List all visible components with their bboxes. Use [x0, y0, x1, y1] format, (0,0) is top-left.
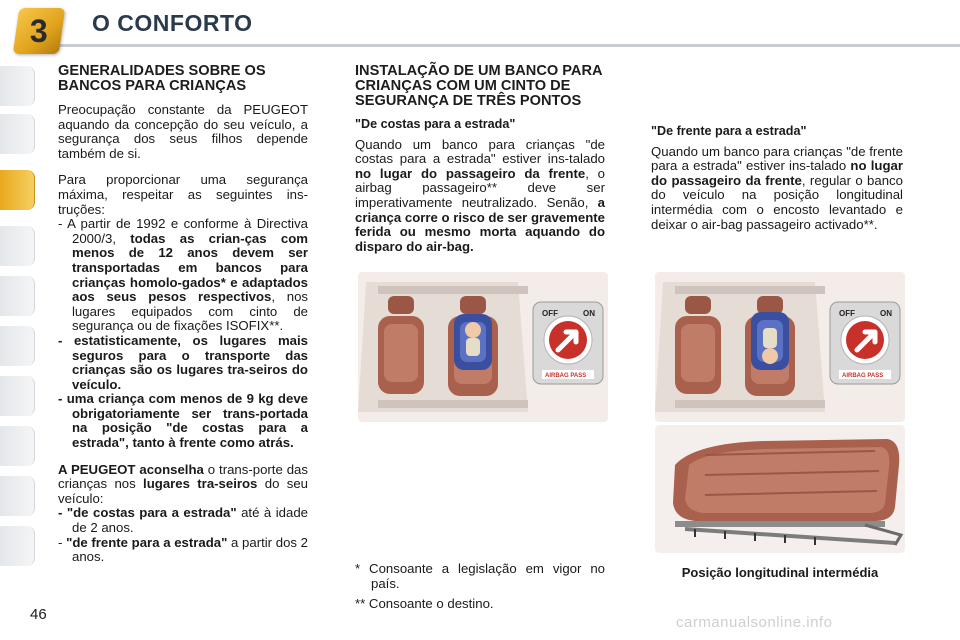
left-bullet-1-bold: todas as crian-ças com menos de 12 anos devem ser transportadas em bancos para crianças homolo-gados* e adaptados aos seus pesos respectivos — [72, 230, 308, 305]
middle-subheading: "De costas para a estrada" — [355, 117, 516, 131]
chapter-title: O CONFORTO — [92, 10, 253, 36]
left-bullet-2: - estatisticamente, os lugares mais seguros para o transporte das crianças são os lugares tra-seiros do veículo. — [58, 332, 308, 392]
left-intro: Preocupação constante da PEUGEOT aquando da concepção do seu veículo, a segurança dos seus filhos depende também de si. — [58, 102, 308, 161]
airbag-switch — [830, 302, 900, 384]
middle-heading: INSTALAÇÃO DE UM BANCO PARA CRIANÇAS COM UM CINTO DE SEGURANÇA DE TRÊS PONTOS — [355, 63, 603, 109]
page-number: 46 — [30, 606, 47, 623]
footnote-1: * Consoante a legislação em vigor no país. — [355, 561, 605, 591]
side-tab-3-active[interactable] — [0, 170, 35, 210]
right-text-1: Quando um banco para crianças "de frente para a estrada" estiver ins-talado — [651, 143, 903, 174]
middle-column — [355, 64, 605, 254]
chapter-badge — [13, 8, 65, 54]
side-tab-6[interactable] — [0, 326, 35, 366]
middle-text-2-bold: a criança corre o risco de ser gravemente ferida ou mesmo morta aquando do disparo do air-bag. — [355, 194, 605, 254]
seat-rail-illustration — [655, 425, 905, 553]
side-tab-1[interactable] — [0, 66, 35, 106]
left-rec-mid: o trans-porte das crianças nos — [58, 461, 308, 492]
left-bullet-3: - uma criança com menos de 9 kg deve obrigatoriamente ser trans-portada na posição "de costas para a estrada", tanto à frente como atrás. — [58, 391, 308, 451]
left-rec-item-2 — [58, 536, 308, 565]
left-bullet-1-post: , nos lugares equipados com cinto de segurança ou de fixações ISOFIX**. — [72, 289, 309, 334]
header-rule — [60, 44, 960, 47]
right-text-1-bold: no lugar do passageiro da frente — [651, 158, 903, 188]
middle-text-2: , o airbag passageiro** deve ser imperativamente neutralizado. Senão, — [355, 165, 605, 210]
left-instructions-intro: Para proporcionar uma segurança máxima, respeitar as seguintes ins-truções: — [58, 172, 308, 217]
footnotes — [355, 562, 605, 612]
left-rec-item-1-bold: - "de costas para a estrada" — [58, 505, 237, 521]
right-subheading: "De frente para a estrada" — [651, 124, 807, 138]
left-bullet-1-pre: - A partir de 1992 e conforme à Directiva 2000/3, — [58, 216, 308, 246]
chapter-number: 3 — [30, 12, 48, 49]
switch-airbag-label: AIRBAG PASS — [842, 373, 884, 379]
child-seat — [454, 314, 492, 370]
watermark: carmanualsonline.info — [676, 614, 833, 631]
footnote-2: ** Consoante o destino. — [355, 596, 494, 612]
airbag-switch — [533, 302, 603, 384]
forward-facing-seat-illustration — [655, 272, 905, 422]
switch-airbag-label: AIRBAG PASS — [545, 373, 587, 379]
rear-facing-seat-illustration — [358, 272, 608, 422]
middle-text-1-bold: no lugar do passageiro da frente — [355, 165, 586, 181]
left-rec-item-2-pre: - — [58, 534, 67, 550]
seat-position-caption: Posição longitudinal intermédia — [681, 565, 879, 580]
side-tab-7[interactable] — [0, 376, 35, 416]
left-rec-post: do seu veículo: — [58, 476, 309, 506]
left-bullet-1 — [58, 217, 308, 334]
middle-text — [355, 138, 605, 255]
left-rec-item-2-post: a partir dos 2 anos. — [72, 534, 308, 565]
left-rec-bold-2: lugares tra-seiros — [143, 476, 258, 492]
left-rec-item-1 — [58, 506, 308, 535]
side-tab-4[interactable] — [0, 226, 35, 266]
left-rec-item-1-post: até à idade de 2 anos. — [72, 505, 308, 536]
side-tab-8[interactable] — [0, 426, 35, 466]
side-tab-10[interactable] — [0, 526, 35, 566]
right-text-2: , regular o banco do veículo na posição longitudinal intermédia com o encosto levantado e deixar o air-bag passageiro activado**. — [651, 172, 903, 232]
side-tab-2[interactable] — [0, 114, 35, 154]
left-column — [58, 64, 308, 565]
left-rec-item-2-bold: "de frente para a estrada" — [66, 534, 228, 550]
right-text — [651, 145, 903, 233]
middle-text-1: Quando um banco para crianças "de costas para a estrada" estiver ins-talado — [355, 136, 605, 167]
side-tab-9[interactable] — [0, 476, 35, 516]
left-recommendation — [58, 463, 308, 507]
right-column — [651, 124, 903, 232]
switch-on-label: ON — [880, 309, 892, 318]
switch-off-label: OFF — [839, 309, 855, 318]
child-seat — [751, 312, 789, 370]
left-heading: GENERALIDADES SOBRE OS BANCOS PARA CRIANÇAS — [58, 63, 266, 94]
switch-off-label: OFF — [542, 309, 558, 318]
left-rec-bold-1: A PEUGEOT aconselha — [58, 461, 204, 477]
switch-on-label: ON — [583, 309, 595, 318]
side-tab-5[interactable] — [0, 276, 35, 316]
